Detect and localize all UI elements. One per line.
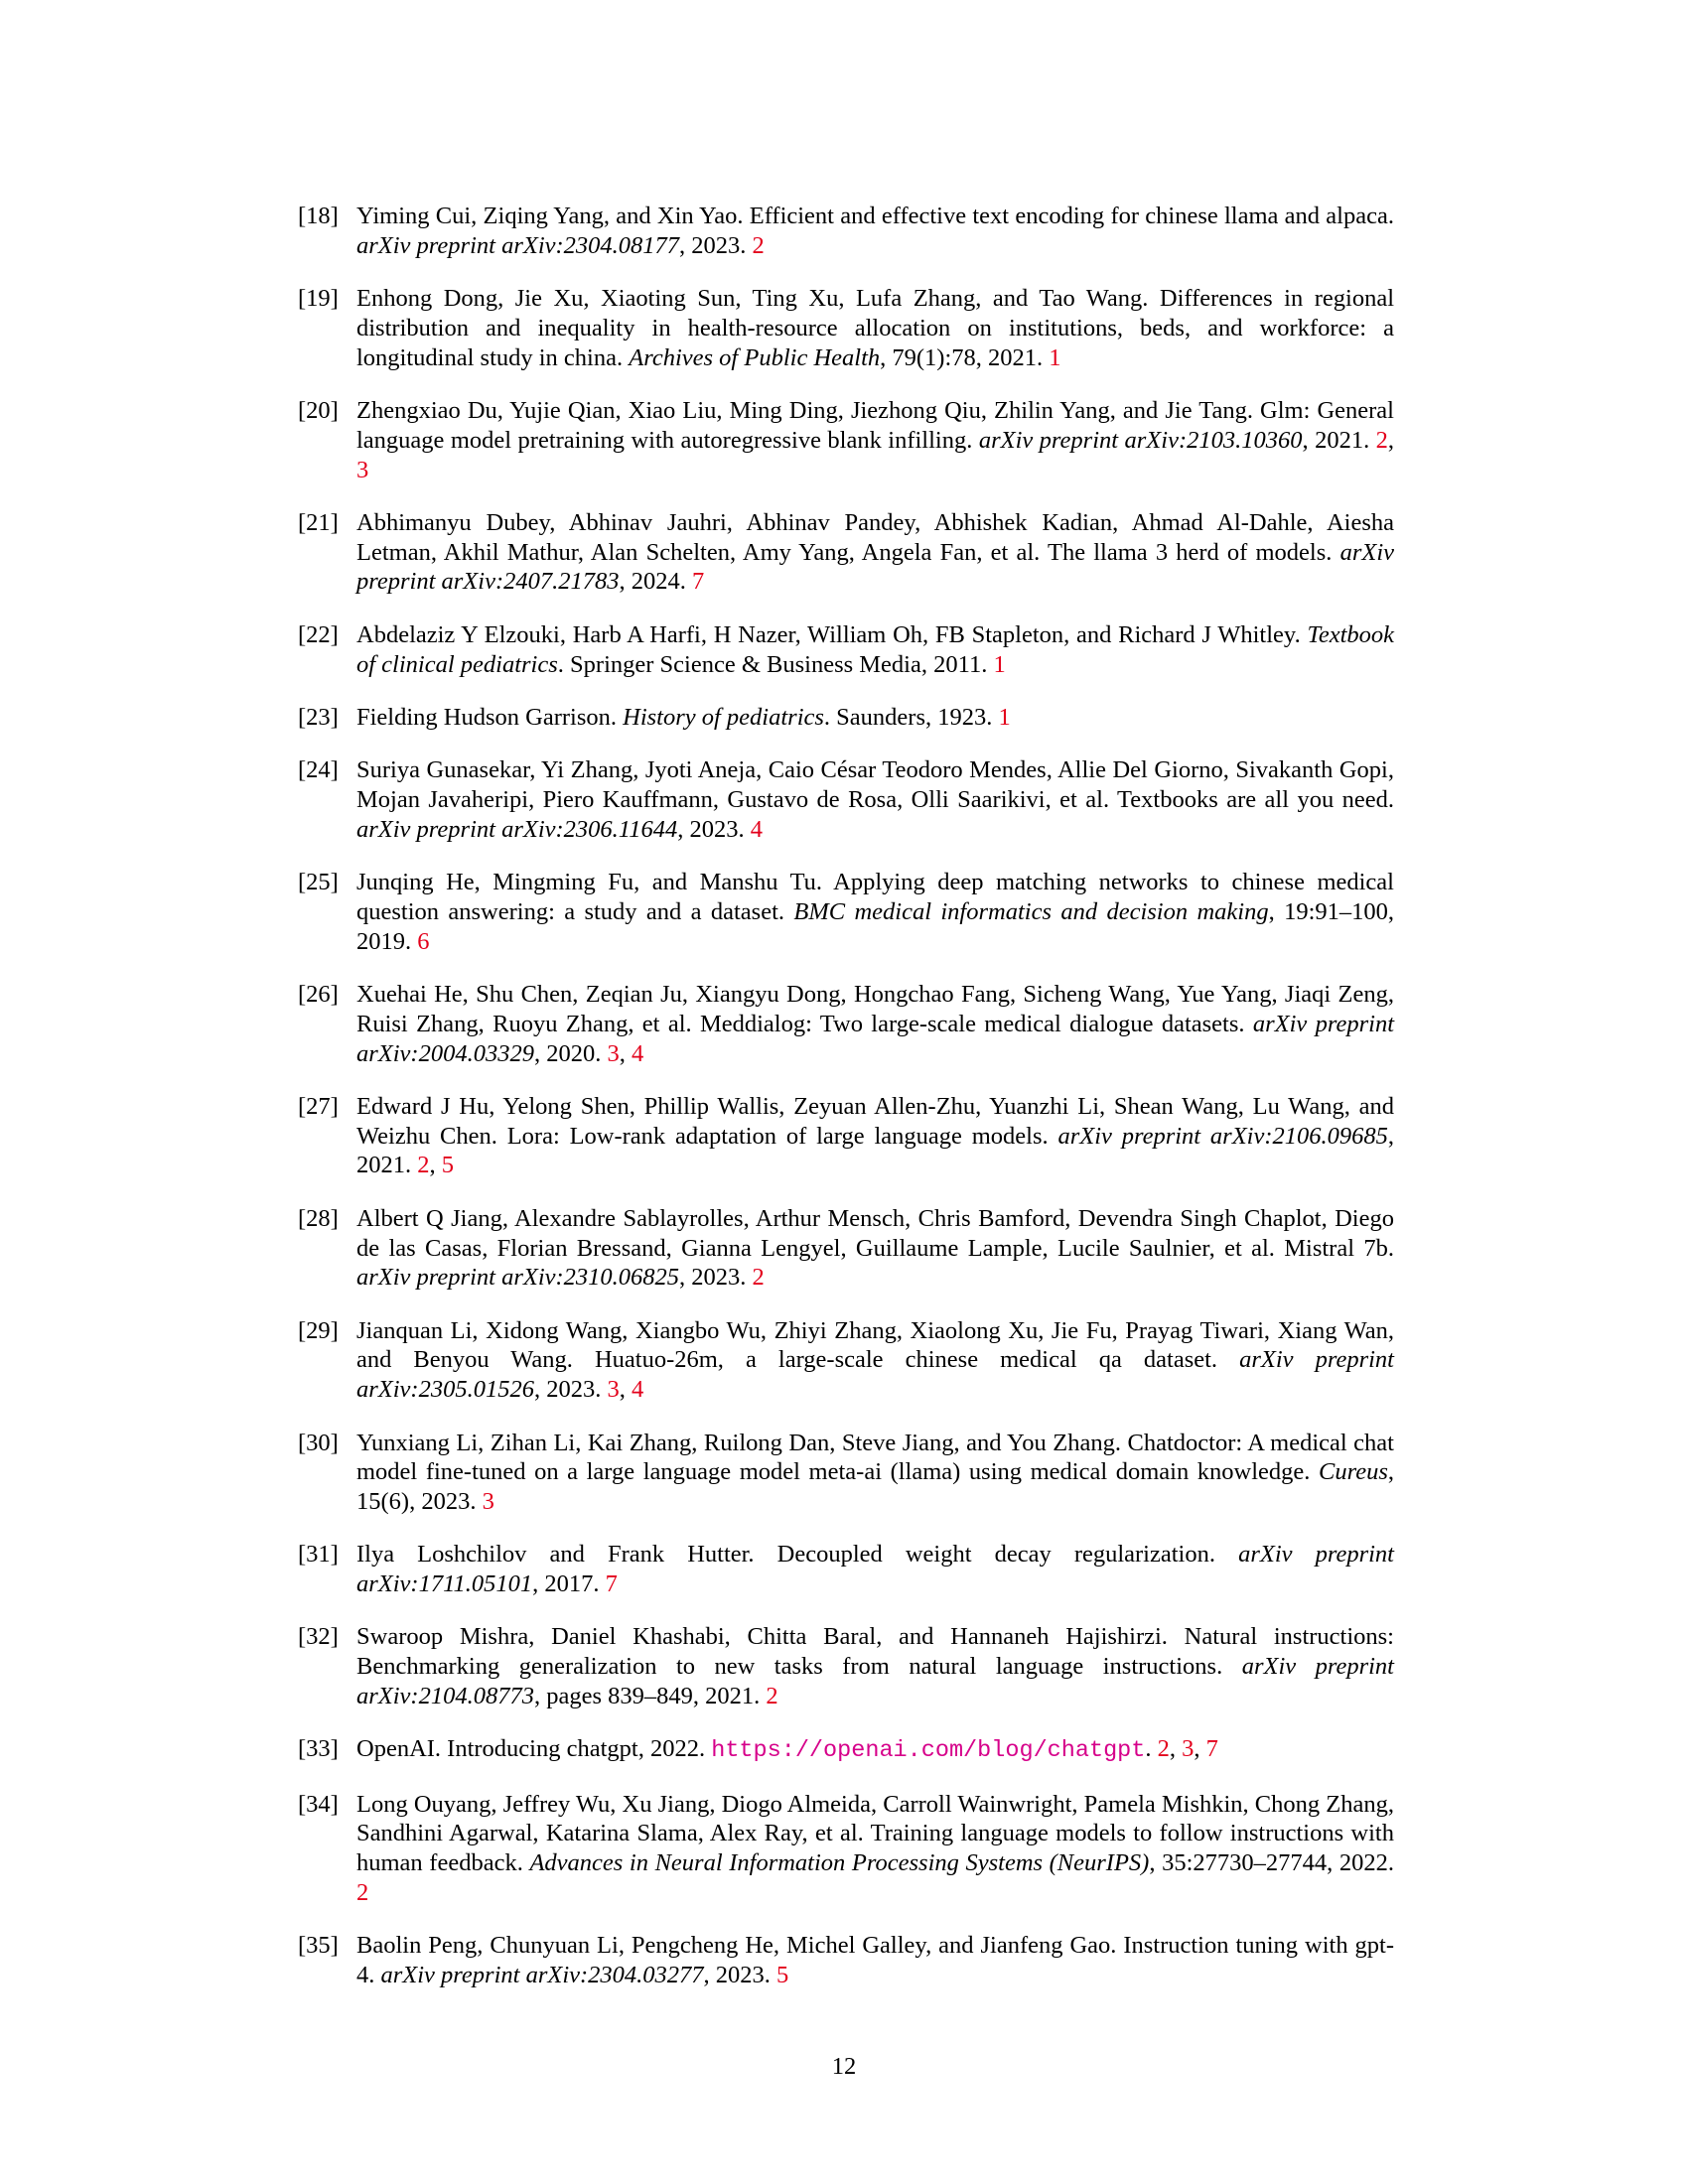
citation-text: , 79(1):78, 2021.: [880, 343, 1050, 371]
citation-text: Xuehai He, Shu Chen, Zeqian Ju, Xiangyu Dong, Hongchao Fang, Sicheng Wang, Yue Yang, Jiaqi Zeng, Ruisi Zhang, Ruoyu Zhang, et al. Meddialog: Two large-scale medical dialogue datasets.: [356, 980, 1394, 1037]
reference-number: [20]: [298, 396, 339, 424]
citation-text: Yiming Cui, Ziqing Yang, and Xin Yao. Efficient and effective text encoding for chinese llama and alpaca.: [356, 203, 1394, 229]
reference-text: [356, 1622, 1394, 1710]
page-backref-link[interactable]: 5: [441, 1152, 454, 1179]
page-backref-link[interactable]: 3: [482, 1488, 494, 1516]
citation-text: Junqing He, Mingming Fu, and Manshu Tu. Applying deep matching networks to chinese medical question answering: a study and a dataset.: [356, 869, 1394, 925]
reference-item: [298, 1429, 1394, 1517]
venue-text: Advances in Neural Information Processing Systems (NeurIPS): [529, 1849, 1150, 1877]
reference-number: [19]: [298, 285, 339, 313]
venue-text: arXiv preprint arXiv:2310.06825: [356, 1264, 680, 1292]
citation-text: .: [1145, 1735, 1158, 1763]
reference-number: [29]: [298, 1316, 339, 1344]
reference-text: [356, 1790, 1394, 1908]
reference-number: [33]: [298, 1735, 339, 1763]
citation-text: Jianquan Li, Xidong Wang, Xiangbo Wu, Zhiyi Zhang, Xiaolong Xu, Jie Fu, Prayag Tiwari, Xiang Wan, and Benyou Wang. Huatuo-26m, a large-scale chinese medical qa dataset.: [356, 1316, 1394, 1374]
reference-item: [298, 1790, 1394, 1908]
citation-text: , 2023.: [533, 1376, 608, 1404]
citation-text: ,: [619, 1376, 632, 1404]
citation-text: , 2021.: [1302, 426, 1376, 454]
citation-text: Baolin Peng, Chunyuan Li, Pengcheng He, Michel Galley, and Jianfeng Gao. Instruction tuning with gpt-4.: [356, 1932, 1394, 1989]
citation-text: , 2024.: [619, 568, 692, 596]
reference-number: [23]: [298, 703, 339, 731]
citation-text: Enhong Dong, Jie Xu, Xiaoting Sun, Ting Xu, Lufa Zhang, and Tao Wang. Differences in regional distribution and inequality in health-resource allocation on institutions, beds, and workforce: a longitudinal study in china.: [356, 285, 1394, 371]
citation-text: ,: [1387, 426, 1395, 454]
reference-text: [356, 620, 1394, 680]
reference-text: [356, 703, 1394, 733]
citation-text: , 2017.: [532, 1570, 606, 1598]
venue-text: arXiv preprint arXiv:2305.01526: [356, 1346, 1394, 1404]
reference-list: [298, 202, 1394, 2013]
reference-item: [298, 1092, 1394, 1180]
page-number: 12: [831, 2053, 857, 2080]
reference-item: [298, 202, 1394, 261]
reference-text: [356, 202, 1394, 261]
citation-text: Abhimanyu Dubey, Abhinav Jauhri, Abhinav Pandey, Abhishek Kadian, Ahmad Al-Dahle, Aiesha Letman, Akhil Mathur, Alan Schelten, Amy Yang, Angela Fan, et al. The llama 3 herd of models.: [356, 508, 1394, 566]
reference-item: [298, 868, 1394, 956]
reference-number: [31]: [298, 1541, 339, 1569]
page-backref-link[interactable]: 3: [607, 1039, 620, 1067]
citation-text: , 2023.: [679, 231, 753, 259]
reference-text: [356, 1204, 1394, 1293]
citation-text: Albert Q Jiang, Alexandre Sablayrolles, Arthur Mensch, Chris Bamford, Devendra Singh Chaplot, Diego de las Casas, Florian Bressand, Gianna Lengyel, Guillaume Lample, Lucile Saulnier, et al. Mistral 7b.: [356, 1204, 1394, 1262]
reference-item: [298, 755, 1394, 844]
reference-item: [298, 1316, 1394, 1405]
reference-item: [298, 620, 1394, 680]
reference-text: [356, 1092, 1394, 1180]
citation-text: ,: [619, 1039, 632, 1067]
citation-text: ,: [429, 1152, 442, 1179]
page-backref-link[interactable]: 3: [1182, 1735, 1195, 1763]
page-backref-link[interactable]: 2: [356, 1879, 369, 1907]
reference-number: [30]: [298, 1429, 339, 1456]
url-link[interactable]: https://openai.com/blog/chatgpt: [711, 1737, 1146, 1765]
page-backref-link[interactable]: 2: [766, 1683, 778, 1710]
citation-text: Suriya Gunasekar, Yi Zhang, Jyoti Aneja, Caio César Teodoro Mendes, Allie Del Giorno, Sivakanth Gopi, Mojan Javaheripi, Piero Kauffmann, Gustavo de Rosa, Olli Saarikivi, et al. Textbooks are all you need.: [356, 756, 1394, 813]
reference-item: [298, 980, 1394, 1068]
page-backref-link[interactable]: 2: [752, 1264, 765, 1292]
venue-text: arXiv preprint arXiv:2407.21783: [356, 538, 1394, 596]
citation-text: Ilya Loshchilov and Frank Hutter. Decoupled weight decay regularization.: [356, 1541, 1239, 1569]
citation-text: , 2021.: [356, 1122, 1395, 1179]
reference-number: [34]: [298, 1790, 339, 1818]
reference-number: [26]: [298, 980, 339, 1008]
citation-text: Long Ouyang, Jeffrey Wu, Xu Jiang, Diogo Almeida, Carroll Wainwright, Pamela Mishkin, Chong Zhang, Sandhini Agarwal, Katarina Slama, Alex Ray, et al. Training language models to follow instructions with human feedback.: [356, 1790, 1394, 1877]
venue-text: arXiv preprint arXiv:1711.05101: [356, 1541, 1394, 1598]
citation-text: . Springer Science & Business Media, 2011.: [557, 650, 994, 678]
reference-item: [298, 1931, 1394, 1990]
citation-text: Fielding Hudson Garrison.: [356, 703, 624, 731]
reference-text: [356, 396, 1394, 484]
page-backref-link[interactable]: 4: [750, 815, 763, 843]
citation-text: , 35:27730–27744, 2022.: [1149, 1849, 1394, 1877]
reference-text: [356, 1316, 1394, 1405]
reference-item: [298, 703, 1394, 733]
reference-number: [24]: [298, 756, 339, 784]
page-backref-link[interactable]: 2: [1157, 1735, 1170, 1763]
citation-text: , 19:91–100, 2019.: [356, 897, 1395, 955]
citation-text: , 2023.: [679, 1264, 753, 1292]
reference-number: [27]: [298, 1092, 339, 1120]
reference-text: [356, 980, 1394, 1068]
reference-item: [298, 1540, 1394, 1599]
page-backref-link[interactable]: 1: [1049, 343, 1061, 371]
venue-text: Archives of Public Health: [629, 343, 881, 371]
reference-text: [356, 508, 1394, 597]
venue-text: Textbook of clinical pediatrics: [356, 620, 1394, 678]
citation-text: ,: [1194, 1735, 1206, 1763]
citation-text: , 2023.: [677, 815, 751, 843]
page-backref-link[interactable]: 5: [776, 1962, 789, 1989]
page-backref-link[interactable]: 1: [998, 703, 1011, 731]
venue-text: arXiv preprint arXiv:2304.03277: [380, 1962, 704, 1989]
reference-number: [35]: [298, 1932, 339, 1960]
venue-text: BMC medical informatics and decision making: [793, 897, 1269, 925]
reference-item: [298, 1204, 1394, 1293]
page-backref-link[interactable]: 2: [752, 231, 765, 259]
venue-text: History of pediatrics: [623, 703, 824, 731]
citation-text: Zhengxiao Du, Yujie Qian, Xiao Liu, Ming Ding, Jiezhong Qiu, Zhilin Yang, and Jie Tang. Glm: General language model pretraining with autoregressive blank infilling.: [356, 396, 1394, 454]
citation-text: Abdelaziz Y Elzouki, Harb A Harfi, H Nazer, William Oh, FB Stapleton, and Richard J Whitley.: [356, 620, 1308, 648]
page-backref-link[interactable]: 2: [1375, 426, 1388, 454]
page-backref-link[interactable]: 3: [607, 1376, 620, 1404]
page-backref-link[interactable]: 4: [631, 1039, 644, 1067]
citation-text: OpenAI. Introducing chatgpt, 2022.: [356, 1735, 712, 1763]
reference-text: [356, 1734, 1394, 1766]
citation-text: Swaroop Mishra, Daniel Khashabi, Chitta Baral, and Hannaneh Hajishirzi. Natural instructions: Benchmarking generalization to new tasks from natural language instructions.: [356, 1623, 1394, 1681]
venue-text: arXiv preprint arXiv:2106.09685: [1057, 1122, 1388, 1150]
venue-text: arXiv preprint arXiv:2104.08773: [356, 1653, 1394, 1710]
venue-text: arXiv preprint arXiv:2304.08177: [356, 231, 680, 259]
reference-number: [22]: [298, 620, 339, 648]
page-backref-link[interactable]: 7: [1205, 1735, 1218, 1763]
reference-item: [298, 508, 1394, 597]
reference-item: [298, 1734, 1394, 1766]
reference-text: [356, 1540, 1394, 1599]
venue-text: arXiv preprint arXiv:2004.03329: [356, 1010, 1394, 1067]
venue-text: arXiv preprint arXiv:2103.10360: [978, 426, 1303, 454]
venue-text: arXiv preprint arXiv:2306.11644: [356, 815, 678, 843]
citation-text: Edward J Hu, Yelong Shen, Phillip Wallis, Zeyuan Allen-Zhu, Yuanzhi Li, Shean Wang, Lu Wang, and Weizhu Chen. Lora: Low-rank adaptation of large language models.: [356, 1092, 1394, 1150]
page-backref-link[interactable]: 3: [356, 456, 369, 483]
citation-text: . Saunders, 1923.: [823, 703, 999, 731]
reference-number: [21]: [298, 508, 339, 536]
page-backref-link[interactable]: 7: [605, 1570, 618, 1598]
citation-text: , 2023.: [703, 1962, 777, 1989]
reference-text: [356, 755, 1394, 844]
reference-number: [18]: [298, 203, 339, 229]
page-backref-link[interactable]: 7: [692, 568, 705, 596]
citation-text: , 15(6), 2023.: [356, 1458, 1394, 1516]
venue-text: Cureus: [1318, 1458, 1388, 1486]
page-backref-link[interactable]: 4: [631, 1376, 644, 1404]
reference-text: [356, 1931, 1394, 1990]
citation-text: Yunxiang Li, Zihan Li, Kai Zhang, Ruilong Dan, Steve Jiang, and You Zhang. Chatdoctor: A medical chat model fine-tuned on a large language model meta-ai (llama) using medical domain knowledge.: [356, 1429, 1394, 1486]
reference-item: [298, 396, 1394, 484]
reference-number: [28]: [298, 1204, 339, 1232]
reference-item: [298, 284, 1394, 372]
reference-text: [356, 868, 1394, 956]
reference-text: [356, 1429, 1394, 1517]
citation-text: , 2020.: [533, 1039, 608, 1067]
reference-item: [298, 1622, 1394, 1710]
reference-number: [25]: [298, 869, 339, 896]
reference-text: [356, 284, 1394, 372]
reference-number: [32]: [298, 1623, 339, 1651]
page-backref-link[interactable]: 6: [417, 927, 430, 955]
citation-text: , pages 839–849, 2021.: [533, 1683, 767, 1710]
page-backref-link[interactable]: 2: [417, 1152, 430, 1179]
citation-text: ,: [1169, 1735, 1183, 1763]
page-backref-link[interactable]: 1: [993, 650, 1006, 678]
